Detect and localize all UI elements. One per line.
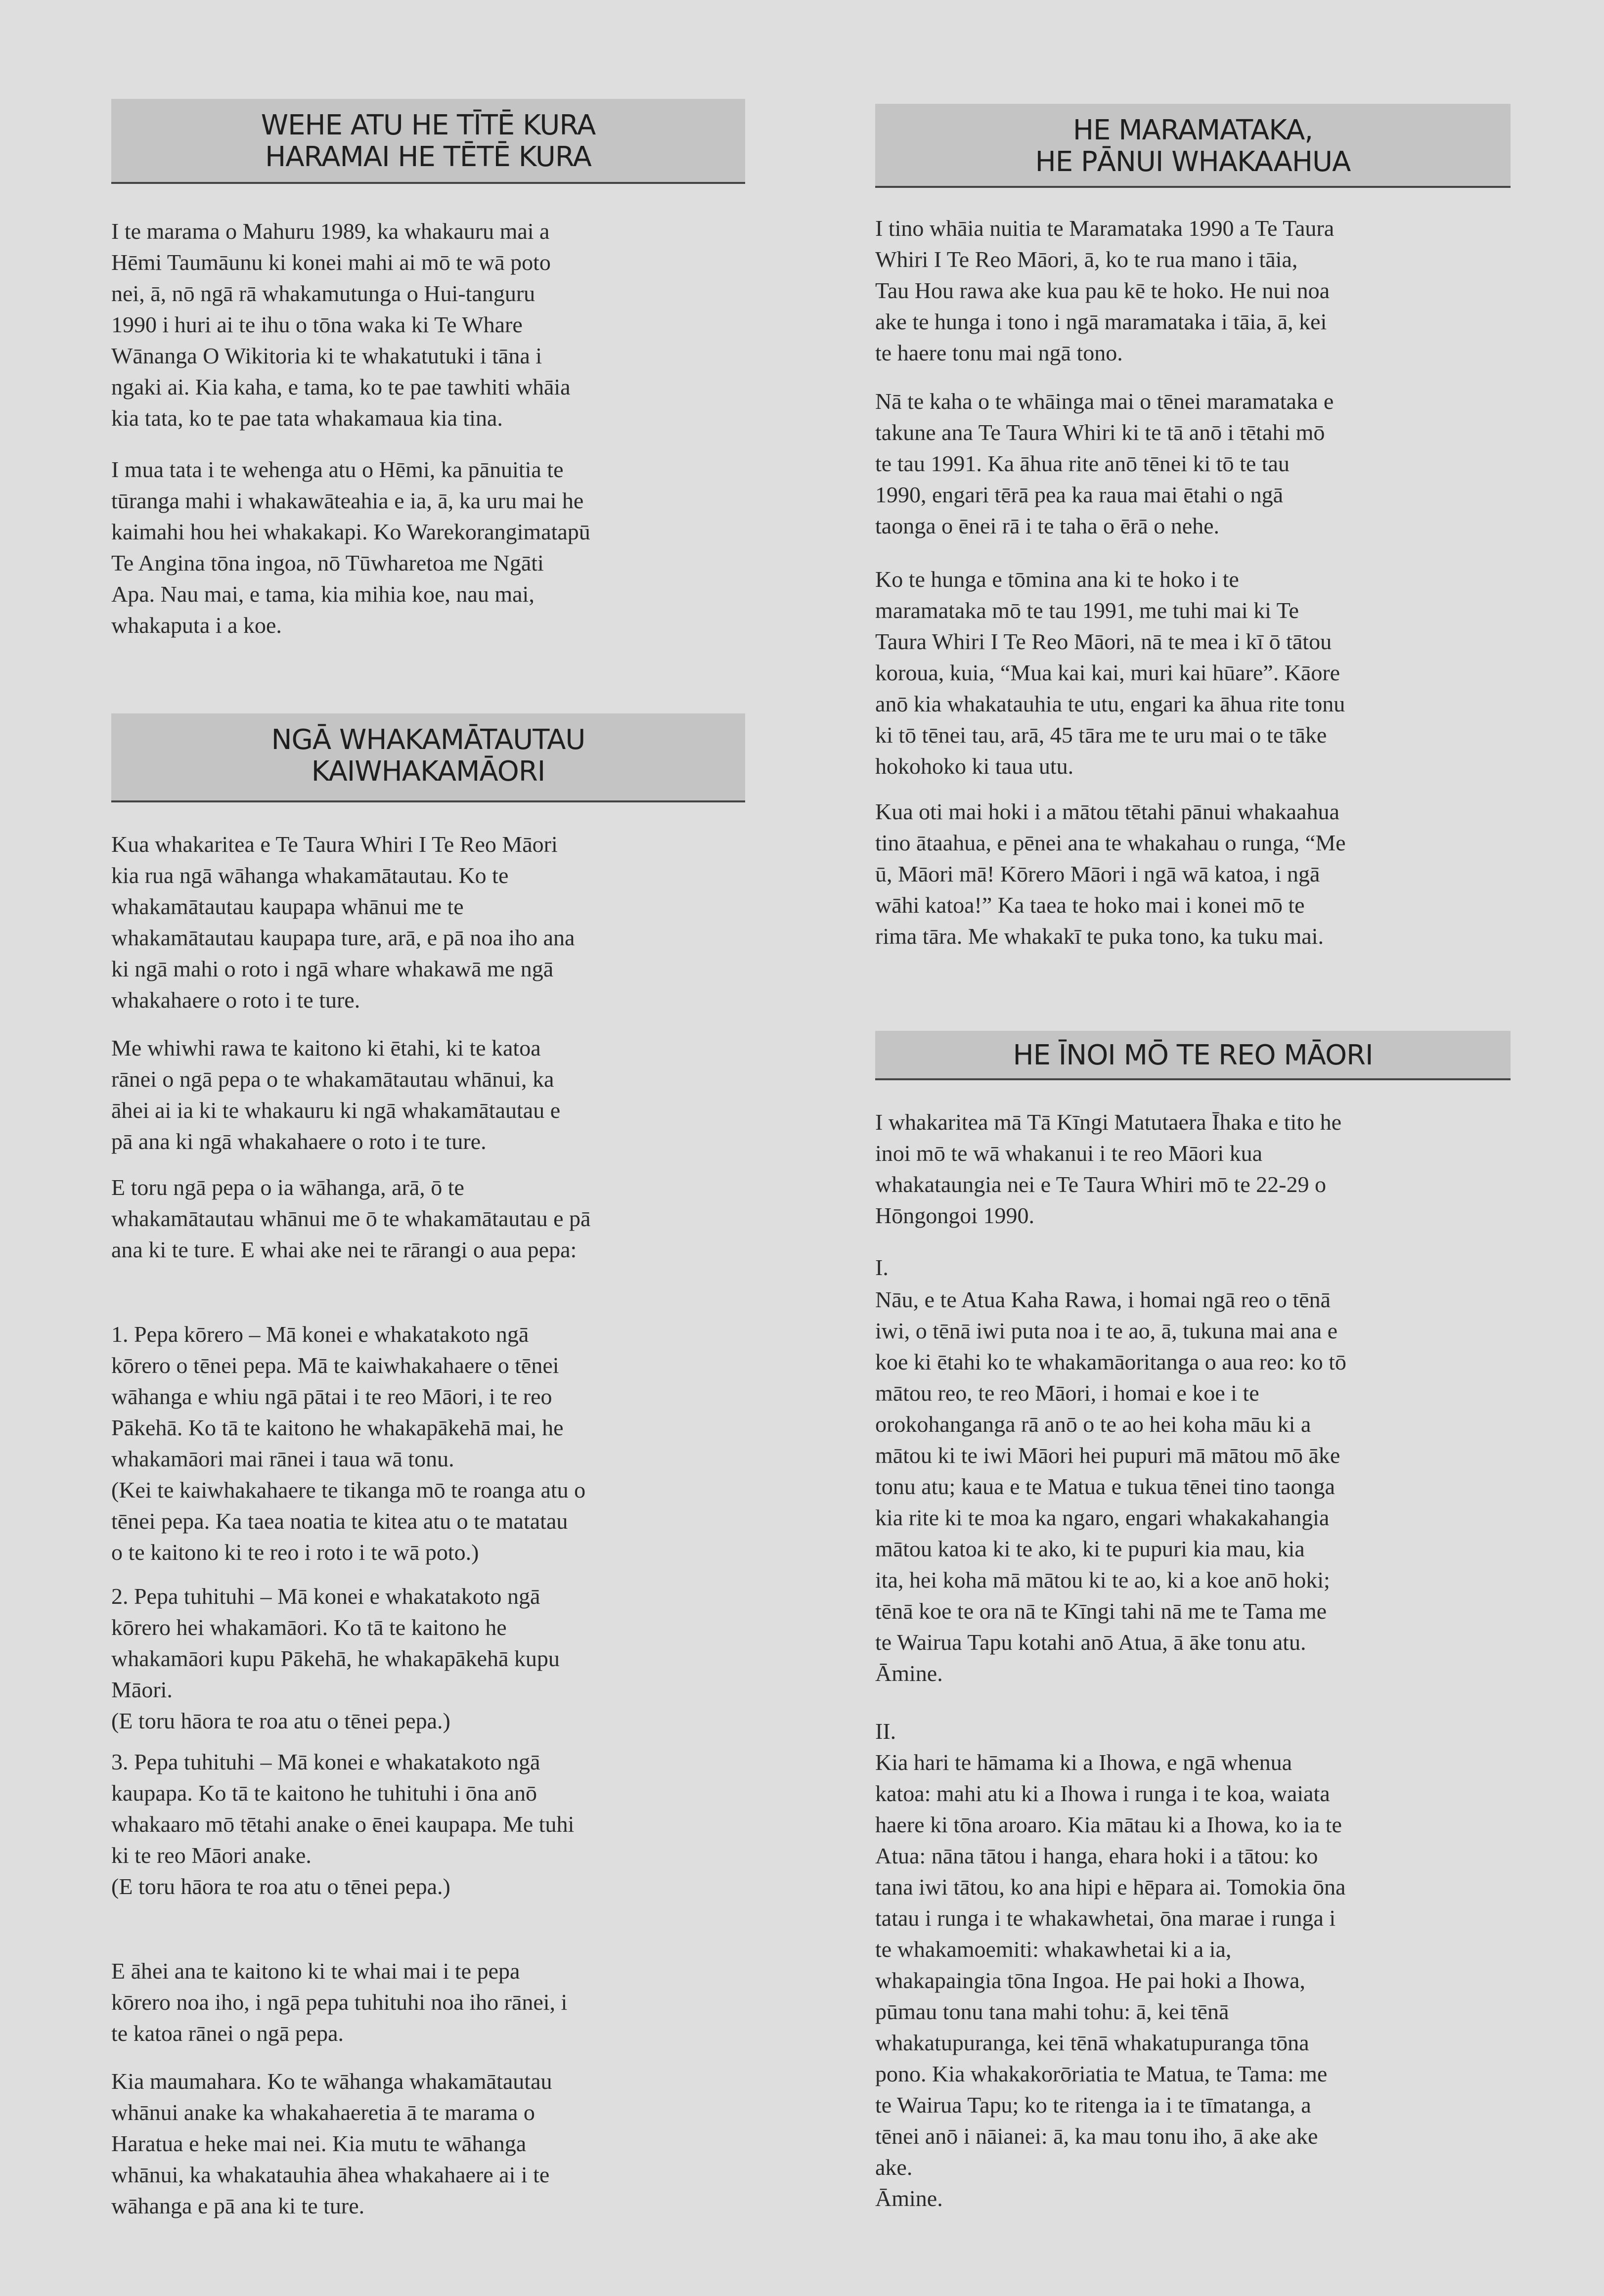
paragraph: I te marama o Mahuru 1989, ka whakauru mai a Hēmi Taumāunu ki konei mahi ai mō te wā poto nei, ā, nō ngā rā whakamutunga o Hui-tanguru 1990 i huri ai te ihu o tōna waka ki Te Whare Wānanga O Wikitoria ki te whakatutuki i tāna i ngaki ai. Kia kaha, e tama, ko te pae tawhiti whāia kia tata, ko te pae tata whakamaua kia tina. (111, 219, 571, 431)
prayer-paragraph: Nāu, e te Atua Kaha Rawa, i homai ngā reo o tēnā iwi, o tēnā iwi puta noa i te ao, ā, tukuna mai ana e koe ki ētahi ko te whakamāoritanga o aua reo: ko tō mātou reo, te reo Māori, i homai e koe i te orokohanganga rā anō o te ao hei koha māu ki a mātou ki te iwi Māori hei pupuri mā mātou mō āke tonu atu; kaua e te Matua e tukua tēnei tino taonga kia rite ki te moa ka ngaro, engari whakakahangia mātou katoa ki te ako, ki te pupuri kia mau, kia ita, hei koha mā mātou ki te ao, ki a koe anō hoki; tēnā koe te ora nā te Kīngi tahi nā me te Tama me te Wairua Tapu kotahi anō Atua, ā āke tonu atu. Āmine. (875, 1287, 1346, 1686)
heading-line-1: HE ĪNOI MŌ TE REO MĀORI (1013, 1039, 1373, 1071)
section-whakamatautau (111, 713, 745, 802)
paragraph: Kia maumahara. Ko te wāhanga whakamātautau whānui anake ka whakahaeretia ā te marama o Haratua e heke mai nei. Kia mutu te wāhanga whānui, ka whakatauhia āhea whakahaere ai i te wāhanga e pā ana ki te ture. (111, 2069, 552, 2218)
numbered-item: 3. Pepa tuhituhi – Mā konei e whakatakoto ngā kaupapa. Ko tā te kaitono he tuhituhi i ōna anō whakaaro mō tētahi anake o ēnei kaupapa. Me tuhi ki te reo Māori anake. (E toru hāora te roa atu o tēnei pepa.) (111, 1749, 575, 1899)
paragraph: Kua oti mai hoki i a mātou tētahi pānui whakaahua tino ātaahua, e pēnei ana te whakahau o runga, “Me ū, Māori mā! Kōrero Māori i ngā wā katoa, i ngā wāhi katoa!” Ka taea te hoko mai i konei mō te rima tāra. Me whakakī te puka tono, ka tuku mai. (875, 799, 1346, 949)
paragraph: Ko te hunga e tōmina ana ki te hoko i te maramataka mō te tau 1991, me tuhi mai ki Te Taura Whiri I Te Reo Māori, nā te mea i kī ō tātou koroua, kuia, “Mua kai kai, muri kai hūare”. Kāore anō kia whakatauhia te utu, engari ka āhua rite tonu ki tō tēnei tau, arā, 45 tāra me te uru mai o te tāke hokohoko ki taua utu. (875, 567, 1345, 779)
numbered-item: 2. Pepa tuhituhi – Mā konei e whakatakoto ngā kōrero hei whakamāori. Ko tā te kaitono he whakamāori kupu Pākehā, he whakapākehā kupu Māori. (E toru hāora te roa atu o tēnei pepa.) (111, 1584, 560, 1733)
roman-numeral: I. (875, 1255, 889, 1280)
heading-line-1: HE MARAMATAKA, (1072, 114, 1313, 146)
section-heading (111, 99, 745, 184)
section-heading (111, 713, 745, 802)
paragraph: E toru ngā pepa o ia wāhanga, arā, ō te whakamātautau whānui me ō te whakamātautau e pā ana ki te ture. E whai ake nei te rārangi o aua pepa: (111, 1175, 591, 1262)
paragraph: Kua whakaritea e Te Taura Whiri I Te Reo Māori kia rua ngā wāhanga whakamātautau. Ko te whakamātautau kaupapa whānui me te whakamātautau kaupapa ture, arā, e pā noa iho ana ki ngā mahi o roto i ngā whare whakawā me ngā whakahaere o roto i te ture. (111, 832, 575, 1013)
section-heading (875, 104, 1511, 188)
paragraph: Nā te kaha o te whāinga mai o tēnei maramataka e takune ana Te Taura Whiri ki te tā anō i tētahi mō te tau 1991. Ka āhua rite anō tēnei ki tō te tau 1990, engari tērā pea ka raua mai ētahi o ngā taonga o ēnei rā i te taha o ērā o nehe. (875, 389, 1334, 538)
section-wehe-atu (111, 99, 745, 184)
heading-line-1: WEHE ATU HE TĪTĒ KURA (261, 109, 596, 141)
section-inoi (875, 1031, 1511, 1080)
section-heading (875, 1031, 1511, 1080)
paragraph: I whakaritea mā Tā Kīngi Matutaera Īhaka e tito he inoi mō te wā whakanui i te reo Māori kua whakataungia nei e Te Taura Whiri mō te 22-29 o Hōngongoi 1990. (875, 1109, 1342, 1228)
prayer-paragraph: Kia hari te hāmama ki a Ihowa, e ngā whenua katoa: mahi atu ki a Ihowa i runga i te koa, waiata haere ki tōna aroaro. Kia mātau ki a Ihowa, ko ia te Atua: nāna tātou i hanga, ehara hoki i a tātou: ko tana iwi tātou, ko ana hipi e hēpara ai. Tomokia ōna tatau i runga i te whakawhetai, ōna marae i runga i te whakamoemiti: whakawhetai ki a ia, whakapaingia tōna Ingoa. He pai hoki a Ihowa, pūmau tonu tana mahi tohu: ā, kei tēnā whakatupuranga, kei tēnā whakatupuranga tōna pono. Kia whakakorōriatia te Matua, te Tama: me te Wairua Tapu; ko te ritenga ia i te tīmatanga, a tēnei anō i nāianei: ā, ka mau tonu iho, ā ake ake ake. Āmine. (875, 1750, 1346, 2211)
paragraph: I tino whāia nuitia te Maramataka 1990 a Te Taura Whiri I Te Reo Māori, ā, ko te rua mano i tāia, Tau Hou rawa ake kua pau kē te hoko. He nui noa ake te hunga i tono i ngā maramataka i tāia, ā, kei te haere tonu mai ngā tono. (875, 216, 1335, 365)
heading-line-2: HE PĀNUI WHAKAAHUA (1035, 146, 1351, 178)
heading-line-2: KAIWHAKAMĀORI (311, 755, 545, 788)
paragraph: I mua tata i te wehenga atu o Hēmi, ka pānuitia te tūranga mahi i whakawāteahia e ia, ā, ka uru mai he kaimahi hou hei whakakapi. Ko Warekorangimatapū Te Angina tōna ingoa, nō Tūwharetoa me Ngāti Apa. Nau mai, e tama, kia mihia koe, nau mai, whakaputa i a koe. (111, 457, 590, 638)
section-maramataka (875, 104, 1511, 188)
numbered-item: 1. Pepa kōrero – Mā konei e whakatakoto ngā kōrero o tēnei pepa. Mā te kaiwhakahaere o tēnei wāhanga e whiu ngā pātai i te reo Māori, i te reo Pākehā. Ko tā te kaitono he whakapākehā mai, he whakamāori mai rānei i taua wā tonu. (Kei te kaiwhakahaere te tikanga mō te roanga atu o tēnei pepa. Ka taea noatia te kitea atu o te matatau o te kaitono ki te reo i roto i te wā poto.) (111, 1322, 586, 1565)
roman-numeral: II. (875, 1719, 896, 1744)
heading-line-1: NGĀ WHAKAMĀTAUTAU (271, 724, 585, 756)
paragraph: E āhei ana te kaitono ki te whai mai i te pepa kōrero noa iho, i ngā pepa tuhituhi noa iho rānei, i te katoa rānei o ngā pepa. (111, 1958, 568, 2046)
heading-line-2: HARAMAI HE TĒTĒ KURA (265, 141, 591, 173)
paragraph: Me whiwhi rawa te kaitono ki ētahi, ki te katoa rānei o ngā pepa o te whakamātautau whānui, ka āhei ai ia ki te whakauru ki ngā whakamātautau e pā ana ki ngā whakahaere o roto i te ture. (111, 1035, 561, 1154)
